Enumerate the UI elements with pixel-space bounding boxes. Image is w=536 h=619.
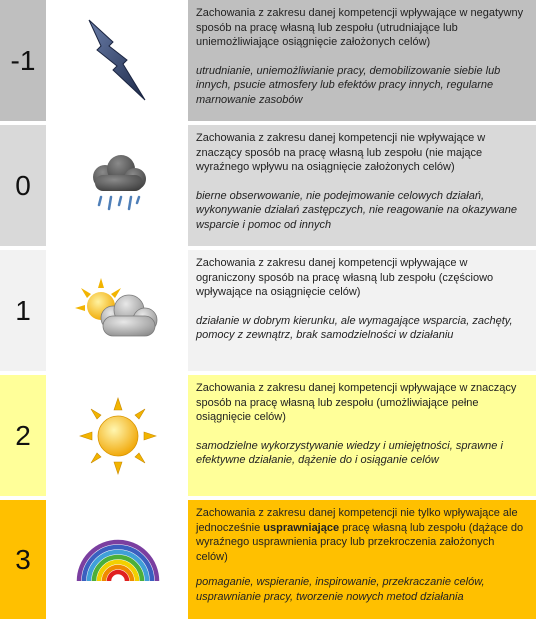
lightning-icon: [83, 16, 153, 106]
icon-cell: [46, 250, 188, 371]
description-text: Zachowania z zakresu danej kompetencji nie wpływające w znaczący sposób na pracę własną lub zespołu (nie mające wyraźnego wpływu na osiągnięcie założonych celów): [196, 132, 486, 173]
score-cell: 1: [0, 250, 46, 371]
score-cell: 2: [0, 375, 46, 496]
examples-text: utrudnianie, uniemożliwianie pracy, demobilizowanie siebie lub innych, psucie atmosfery lub efektów pracy innych, regularne marnowanie zasobów: [196, 64, 501, 106]
sun-icon: [78, 396, 158, 476]
description-cell: [188, 0, 536, 121]
description-text: Zachowania z zakresu danej kompetencji wpływające w negatywny sposób na pracę własną lub zespołu (utrudniające lub uniemożliwiające osiągnięcie założonych celów): [196, 7, 524, 48]
rainbow-icon: [73, 535, 163, 585]
icon-cell: [46, 0, 188, 121]
icon-cell: [46, 375, 188, 496]
scale-row: [0, 500, 536, 619]
description-text-start: Zachowania z zakresu danej kompetencji nie tylko wpływające ale jednocześnie: [196, 507, 518, 534]
sun-behind-cloud-icon: [73, 276, 163, 346]
scale-row: [0, 0, 536, 121]
description-cell: [188, 500, 536, 619]
description-text-end: pracę własną lub zespołu (dążące do wyraźnego usprawnienia pracy lub przekroczenia założonych celów): [196, 521, 524, 563]
scale-row: [0, 375, 536, 496]
description-text: [196, 506, 528, 564]
description-emphasis: usprawniające: [263, 521, 340, 534]
icon-cell: [46, 500, 188, 619]
description-text: Zachowania z zakresu danej kompetencji wpływające w znaczący sposób na pracę własną lub zespołu (umożliwiające pełne osiągnięcie celów): [196, 382, 517, 423]
scale-row: [0, 250, 536, 371]
examples-text: pomaganie, wspieranie, inspirowanie, przekraczanie celów, usprawnianie pracy, tworzenie nowych metod działania: [196, 576, 485, 603]
description-cell: [188, 125, 536, 246]
score-cell: -1: [0, 0, 46, 121]
score-cell: 3: [0, 500, 46, 619]
description-cell: [188, 250, 536, 371]
examples-text: bierne obserwowanie, nie podejmowanie celowych działań, wykonywanie działań zastępczych, nie reagowanie na okazywane wsparcie i pomoc od innych: [196, 189, 518, 231]
scale-row: [0, 125, 536, 246]
score-cell: 0: [0, 125, 46, 246]
description-cell: [188, 375, 536, 496]
examples-text: działanie w dobrym kierunku, ale wymagające wsparcia, zachęty, pomocy z zewnątrz, brak samodzielności w działaniu: [196, 314, 513, 341]
description-text: Zachowania z zakresu danej kompetencji wpływające w ograniczony sposób na pracę własną lub zespołu (częściowo wpływające na osiągnięcie celów): [196, 257, 494, 298]
examples-text: samodzielne wykorzystywanie wiedzy i umiejętności, sprawne i efektywne działanie, dążenie do i osiąganie celów: [196, 439, 503, 466]
rain-cloud-icon: [83, 151, 153, 221]
icon-cell: [46, 125, 188, 246]
